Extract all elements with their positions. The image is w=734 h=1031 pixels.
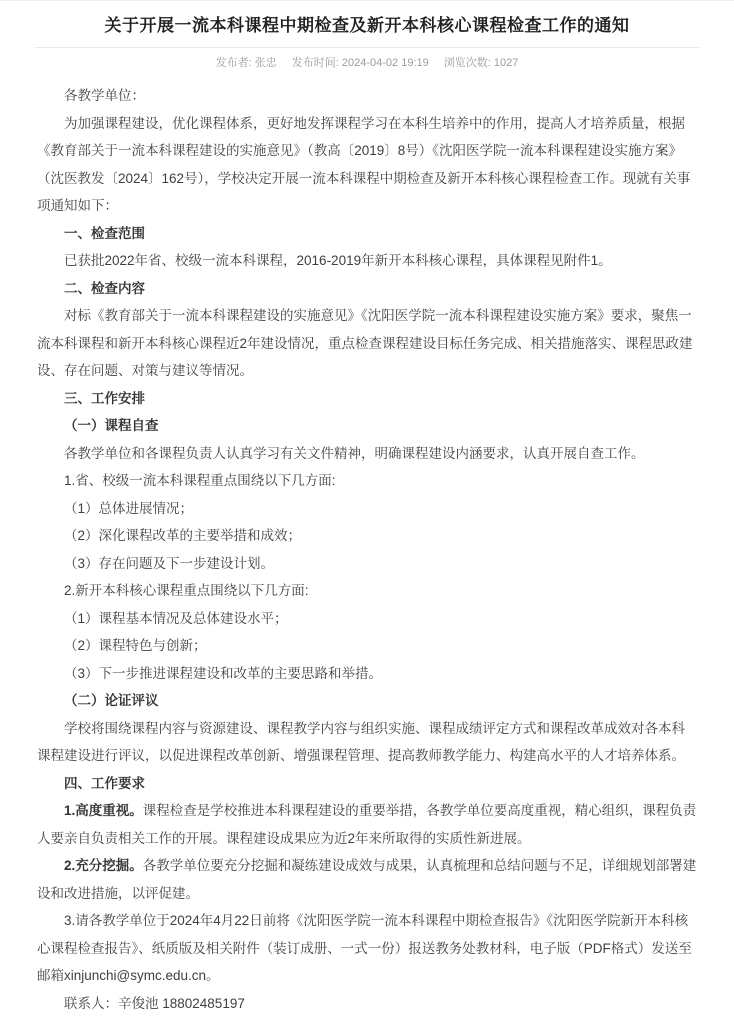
notice-header — [0, 1, 734, 70]
meta-publish-time: 发布时间: 2024-04-02 19:19 — [291, 57, 429, 69]
section-heading: （一）课程自查 — [64, 418, 159, 433]
meta-bar — [0, 56, 734, 70]
paragraph: 已获批2022年省、校级一流本科课程，2016-2019年新开本科核心课程，具体课程见附件1。 — [64, 253, 612, 268]
notice-title: 关于开展一流本科课程中期检查及新开本科核心课程检查工作的通知 — [104, 16, 630, 35]
notice-body — [37, 82, 697, 1017]
paragraph: 各教学单位和各课程负责人认真学习有关文件精神，明确课程建设内涵要求，认真开展自查工作。 — [64, 445, 645, 461]
paragraph: 1.高度重视。课程检查是学校推进本科课程建设的重要举措，各教学单位要高度重视，精心组织，课程负责人要亲自负责相关工作的开展。课程建设成果应为近2年来所取得的实质性新进展。 — [37, 803, 697, 846]
paragraph: 为加强课程建设，优化课程体系，更好地发挥课程学习在本科生培养中的作用，提高人才培养质量，根据《教育部关于一流本科课程建设的实施意见》（教高〔2019〕8号）《沈阳医学院一流本科课程建设实施方案》（沈医教发〔2024〕162号），学校决定开展一流本科课程中期检查及新开本科核心课程检查工作。现就有关事项通知如下： — [37, 115, 691, 213]
paragraph: （2）深化课程改革的主要举措和成效； — [64, 528, 302, 543]
footer-space — [0, 1017, 734, 1031]
paragraph: （3）下一步推进课程建设和改革的主要思路和举措。 — [64, 665, 383, 681]
paragraph: （2）课程特色与创新； — [64, 638, 207, 653]
paragraph-lead: 1.高度重视。 — [64, 803, 143, 818]
paragraph: 各教学单位： — [64, 88, 145, 103]
meta-publisher: 发布者: 张忠 — [215, 57, 277, 69]
title-divider — [35, 47, 699, 48]
paragraph: （1）总体进展情况； — [64, 500, 194, 516]
section-heading: 四、工作要求 — [64, 775, 145, 791]
section-heading: （二）论证评议 — [64, 693, 159, 708]
paragraph: （3）存在问题及下一步建设计划。 — [64, 555, 275, 571]
section-heading: 一、检查范围 — [64, 225, 145, 241]
meta-view-count: 浏览次数: 1027 — [443, 57, 519, 69]
paragraph: （1）课程基本情况及总体建设水平； — [64, 610, 288, 626]
paragraph: 联系人：辛俊池 18802485197 — [64, 995, 245, 1011]
paragraph: 3.请各教学单位于2024年4月22日前将《沈阳医学院一流本科课程中期检查报告》《沈阳医学院新开本科核心课程检查报告》、纸质版及相关附件（装订成册、一式一份）报送教务处教材科，电子版（PDF格式）发送至邮箱xinjunchi@symc.edu.cn。 — [37, 913, 692, 983]
section-heading: 二、检查内容 — [64, 280, 145, 296]
paragraph: 2.新开本科核心课程重点围绕以下几方面: — [64, 583, 309, 598]
paragraph: 1.省、校级一流本科课程重点围绕以下几方面: — [64, 473, 336, 488]
paragraph-lead: 2.充分挖掘。 — [64, 858, 143, 873]
paragraph: 学校将围绕课程内容与资源建设、课程教学内容与组织实施、课程成绩评定方式和课程改革成效对各本科课程建设进行评议，以促进课程改革创新、增强课程管理、提高教师教学能力、构建高水平的人才培养体系。 — [37, 720, 685, 763]
paragraph: 2.充分挖掘。各教学单位要充分挖掘和凝练建设成效与成果，认真梳理和总结问题与不足，详细规划部署建设和改进措施，以评促建。 — [37, 858, 697, 901]
paragraph: 对标《教育部关于一流本科课程建设的实施意见》《沈阳医学院一流本科课程建设实施方案》要求，聚焦一流本科课程和新开本科核心课程近2年建设情况，重点检查课程建设目标任务完成、相关措施落实、课程思政建设、存在问题、对策与建议等情况。 — [37, 308, 693, 378]
section-heading: 三、工作安排 — [64, 390, 145, 406]
